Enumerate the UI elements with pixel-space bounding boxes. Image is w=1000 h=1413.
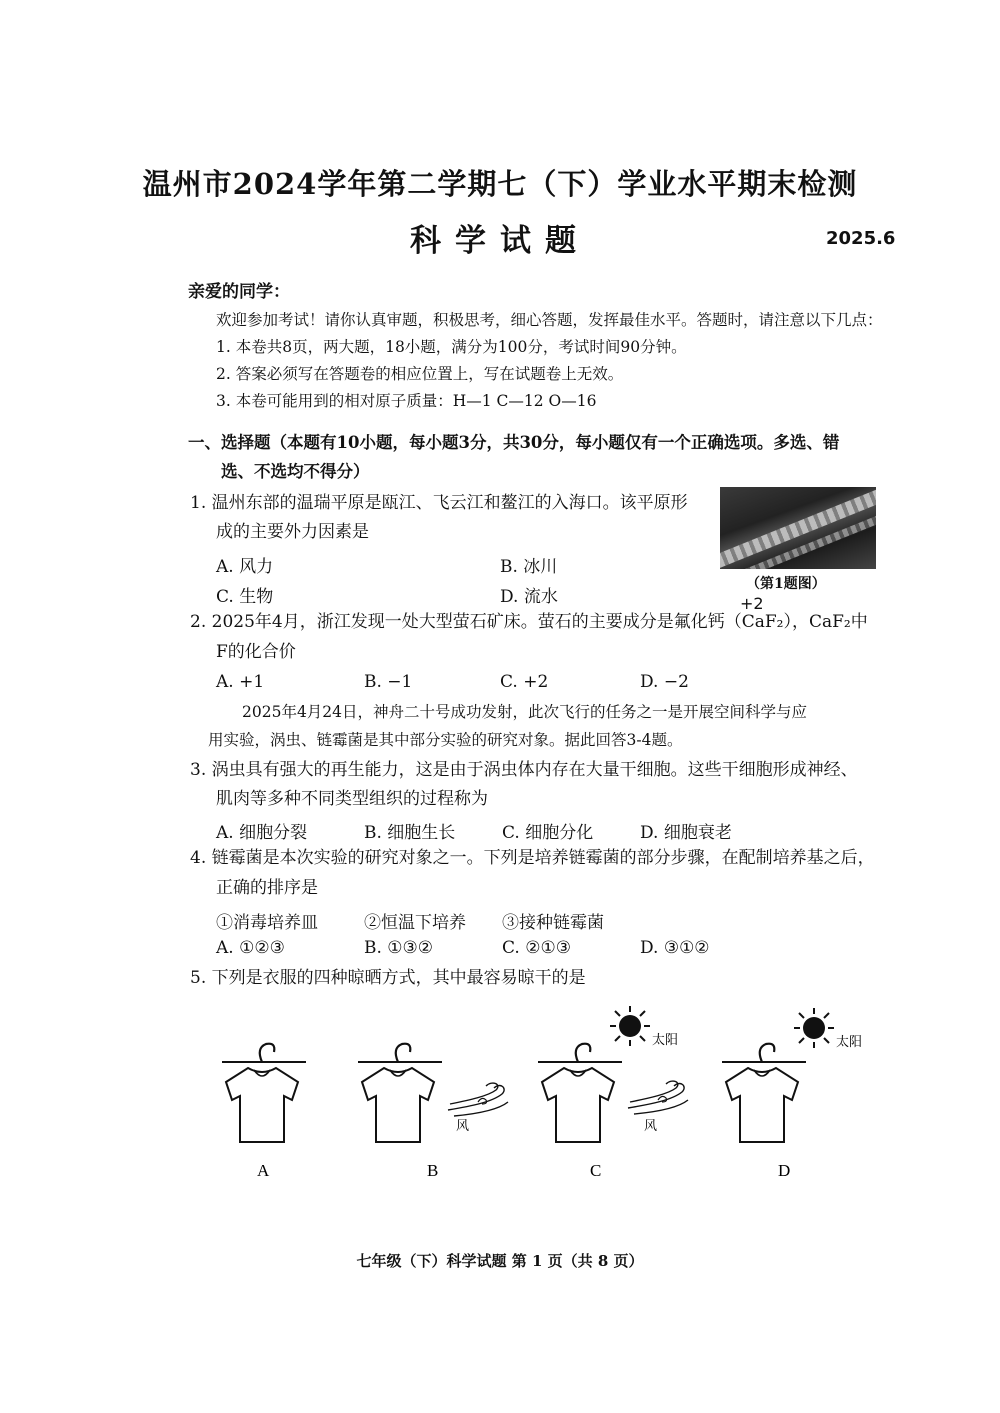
q4-option-a: A. ①②③	[216, 938, 285, 958]
q1-option-b: B. 冰川	[500, 557, 558, 577]
q1-option-d: D. 流水	[500, 587, 558, 607]
shirt-d	[722, 1044, 806, 1142]
q2-option-d: D. −2	[640, 672, 689, 692]
exam-title: 温州市2024学年第二学期七（下）学业水平期末检测	[142, 167, 858, 201]
sun-label: 太阳	[836, 1035, 863, 1050]
q4-step-1: ①消毒培养皿	[216, 913, 318, 933]
q1-figure-caption: （第1题图）	[746, 576, 826, 592]
q4-option-c: C. ②①③	[502, 938, 571, 958]
q4-option-b: B. ①③②	[364, 938, 434, 958]
q2-option-b: B. −1	[364, 672, 413, 692]
q2-handwritten-mark: +2	[740, 594, 764, 613]
q1-stem-line1: 1. 温州东部的温瑞平原是瓯江、飞云江和鳌江的入海口。该平原形	[190, 493, 688, 513]
q3-option-b: B. 细胞生长	[364, 823, 456, 843]
shirt-a	[222, 1044, 306, 1142]
exam-date: 2025.6	[826, 228, 896, 249]
greeting: 亲爱的同学：	[188, 282, 290, 302]
note-1: 1. 本卷共8页，两大题，18小题，满分为100分，考试时间90分钟。	[216, 338, 687, 356]
q4-stem-line2: 正确的排序是	[216, 878, 318, 898]
q4-step-3: ③接种链霉菌	[502, 913, 604, 933]
q2-stem-line1: 2. 2025年4月，浙江发现一处大型萤石矿床。萤石的主要成分是氟化钙（CaF₂），CaF₂中	[190, 612, 868, 632]
shirt-b	[358, 1044, 442, 1142]
section-heading-line2: 选、不选均不得分）	[221, 462, 370, 481]
passage-line1: 2025年4月24日，神舟二十号成功发射，此次飞行的任务之一是开展空间科学与应	[242, 703, 808, 721]
q3-stem-line2: 肌肉等多种不同类型组织的过程称为	[216, 789, 488, 809]
sun-label: 太阳	[652, 1033, 679, 1048]
q2-option-c: C. +2	[500, 672, 549, 692]
q4-stem-line1: 4. 链霉菌是本次实验的研究对象之一。下列是培养链霉菌的部分步骤，在配制培养基之后，	[190, 848, 875, 868]
q2-stem-line2: F的化合价	[216, 642, 296, 662]
shirt-c	[538, 1044, 622, 1142]
q4-step-2: ②恒温下培养	[364, 913, 466, 933]
sun-c-icon	[610, 1006, 650, 1046]
clothes-drying-figure	[200, 1000, 890, 1190]
figure-label-d: D	[778, 1161, 791, 1180]
q1-stem-line2: 成的主要外力因素是	[216, 522, 369, 542]
q3-stem-line1: 3. 涡虫具有强大的再生能力，这是由于涡虫体内存在大量干细胞。这些干细胞形成神经、	[190, 760, 858, 780]
wind-b-icon	[448, 1083, 508, 1116]
wind-label: 风	[644, 1119, 658, 1134]
sun-d-icon	[794, 1008, 834, 1048]
wind-c-icon	[628, 1081, 688, 1114]
page-footer: 七年级（下）科学试题 第 1 页（共 8 页）	[356, 1252, 644, 1270]
q4-option-d: D. ③①②	[640, 938, 710, 958]
q2-option-a: A. +1	[216, 672, 265, 692]
section-heading-line1: 一、选择题（本题有10小题，每小题3分，共30分，每小题仅有一个正确选项。多选、错	[188, 433, 840, 452]
q3-option-d: D. 细胞衰老	[640, 823, 732, 843]
figure-label-a: A	[257, 1161, 270, 1180]
welcome-text: 欢迎参加考试！请你认真审题，积极思考，细心答题，发挥最佳水平。答题时，请注意以下几点：	[216, 311, 883, 329]
figure-label-c: C	[590, 1161, 602, 1180]
note-3: 3. 本卷可能用到的相对原子质量：H—1 C—12 O—16	[216, 392, 597, 410]
q1-option-c: C. 生物	[216, 587, 274, 607]
q3-option-a: A. 细胞分裂	[216, 823, 308, 843]
q1-option-a: A. 风力	[216, 557, 274, 577]
exam-subtitle: 科学试题	[410, 223, 590, 259]
figure-label-b: B	[427, 1161, 439, 1180]
q1-plain-photo	[720, 487, 876, 569]
q5-stem: 5. 下列是衣服的四种晾晒方式，其中最容易晾干的是	[190, 968, 586, 988]
note-2: 2. 答案必须写在答题卷的相应位置上，写在试题卷上无效。	[216, 365, 624, 383]
passage-line2: 用实验，涡虫、链霉菌是其中部分实验的研究对象。据此回答3-4题。	[208, 731, 683, 749]
q3-option-c: C. 细胞分化	[502, 823, 594, 843]
wind-label: 风	[456, 1119, 470, 1134]
